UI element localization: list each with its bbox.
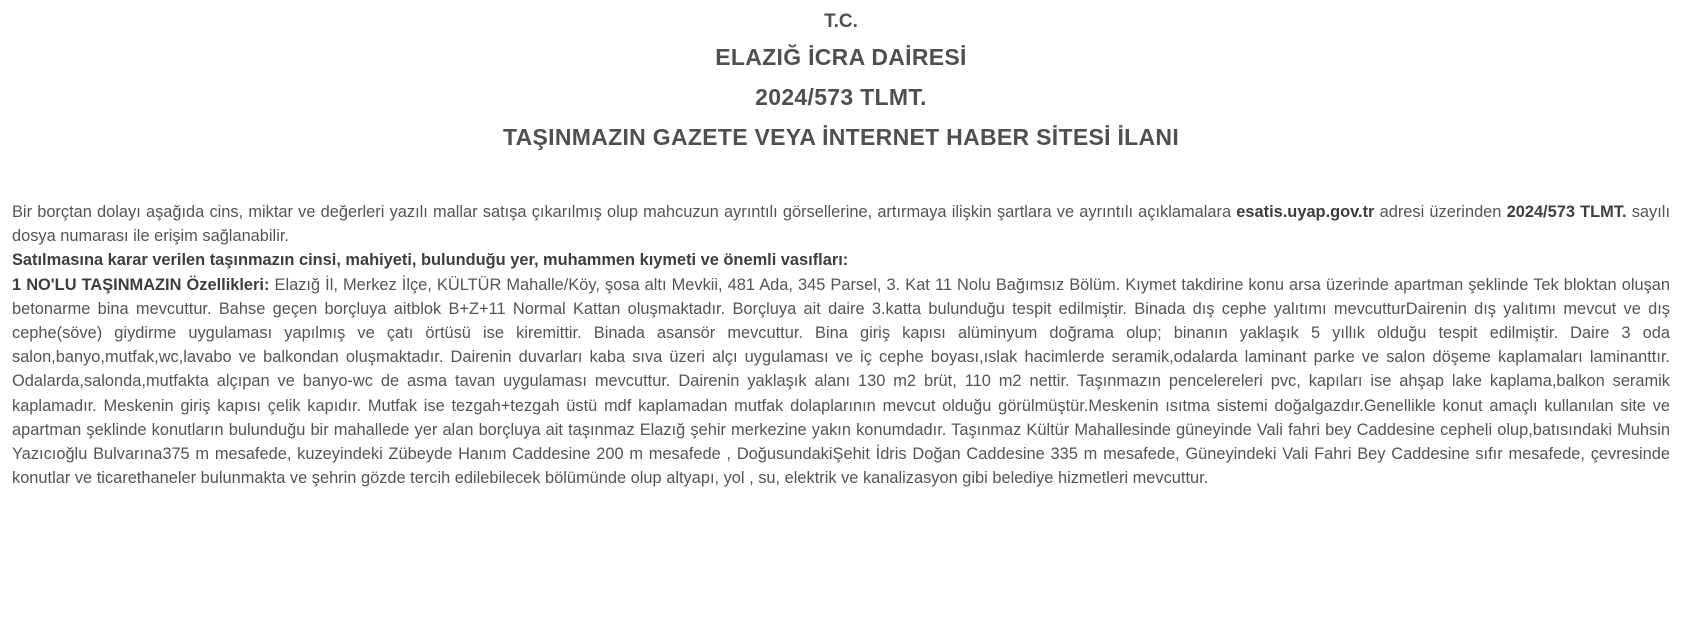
property-paragraph — [12, 273, 1670, 491]
esatis-site-link[interactable]: esatis.uyap.gov.tr — [1236, 203, 1375, 221]
intro-paragraph — [12, 200, 1670, 248]
announcement-header — [12, 0, 1670, 157]
property-label: 1 NO'LU TAŞINMAZIN Özellikleri: — [12, 275, 270, 294]
section-heading-text: Satılmasına karar verilen taşınmazın cinsi, mahiyeti, bulunduğu yer, muhammen kıymeti ve önemli vasıfları: — [12, 251, 849, 270]
intro-text-3: sayılı dosya numarası ile erişim sağlanabilir. — [12, 203, 1670, 246]
header-tc: T.C. — [824, 11, 858, 32]
header-office: ELAZIĞ İCRA DAİRESİ — [715, 44, 967, 70]
intro-text-1: Bir borçtan dolayı aşağıda cins, miktar ve değerleri yazılı mallar satışa çıkarılmış olup mahcuzun ayrıntılı görsellerine, artırmaya ilişkin şartlara ve ayrıntılı açıklamalara — [12, 203, 1237, 221]
property-description: Elazığ İl, Merkez İlçe, KÜLTÜR Mahalle/Köy, şosa altı Mevkii, 481 Ada, 345 Parsel, 3. Kat 11 Nolu Bağımsız Bölüm. Kıymet takdirine konu arsa üzerinde apartman şeklinde Tek bloktan oluşan betonarme bina mevcuttur. Bahse geçen borçluya aitblok B+Z+11 Normal Kattan oluşmaktadır. Borçluya ait daire 3.katta bulunduğu tespit edilmiştir. Binada dış cephe yalıtımı mevcutturDairenin dış yalıtımı mevcut ve dış cephe(söve) giydirme uygulaması yapılmış ve çatı örtüsü ise kiremittir. Binada asansör mevcuttur. Bina giriş kapısı alüminyum doğrama olup; binanın yaklaşık 5 yıllık olduğu tespit edilmiştir. Daire 3 oda salon,banyo,mutfak,wc,lavabo ve balkondan oluşmaktadır. Dairenin duvarları kaba sıva üzeri alçı uygulaması ve iç cephe boyası,ıslak hacimlerde seramik,odalarda laminant parke ve salon döşeme kaplamaları laminanttır. Odalarda,salonda,mutfakta alçıpan ve banyo-wc de asma tavan uygulaması mevcuttur. Dairenin yaklaşık alanı 130 m2 brüt, 110 m2 nettir. Taşınmazın pencelereleri pvc, kapıları ise ahşap lake kaplama,balkon seramik kaplamadır. Meskenin giriş kapısı çelik kapıdır. Mutfak ise tezgah+tezgah üstü mdf kaplamadan mutfak dolaplarının mevcut olduğu görülmüştür.Meskenin ısıtma sistemi doğalgazdır.Genellikle konut amaçlı kullanılan site ve apartman şeklinde konutların bulunduğu bir mahallede yer alan borçluya ait taşınmaz Elazığ şehir merkezine yakın konumdadır. Taşınmaz Kültür Mahallesinde güneyinde Vali fahri bey Caddesine cepheli olup,batısındaki Muhsin Yazıcıoğlu Bulvarına375 m mesafede, kuzeyindeki Zübeyde Hanım Caddesine 200 m mesafede , DoğusundakiŞehit İdris Doğan Caddesine 335 m mesafede, Güneyindeki Vali Fahri Bey Caddesine sıfır mesafede, çevresinde konutlar ve ticarethaneler bulunmakta ve şehrin gözde tercih edilebilecek bölümünde olup altyapı, yol , su, elektrik ve kanalizasyon gibi belediye hizmetleri mevcuttur. — [12, 275, 1671, 488]
announcement-body — [12, 200, 1670, 490]
intro-text-2: adresi üzerinden — [1374, 203, 1507, 221]
header-file-number: 2024/573 TLMT. — [755, 84, 927, 110]
header-title: TAŞINMAZIN GAZETE VEYA İNTERNET HABER SİTESİ İLANI — [502, 124, 1180, 150]
intro-file-number: 2024/573 TLMT. — [1506, 203, 1627, 221]
section-heading — [12, 248, 1670, 272]
